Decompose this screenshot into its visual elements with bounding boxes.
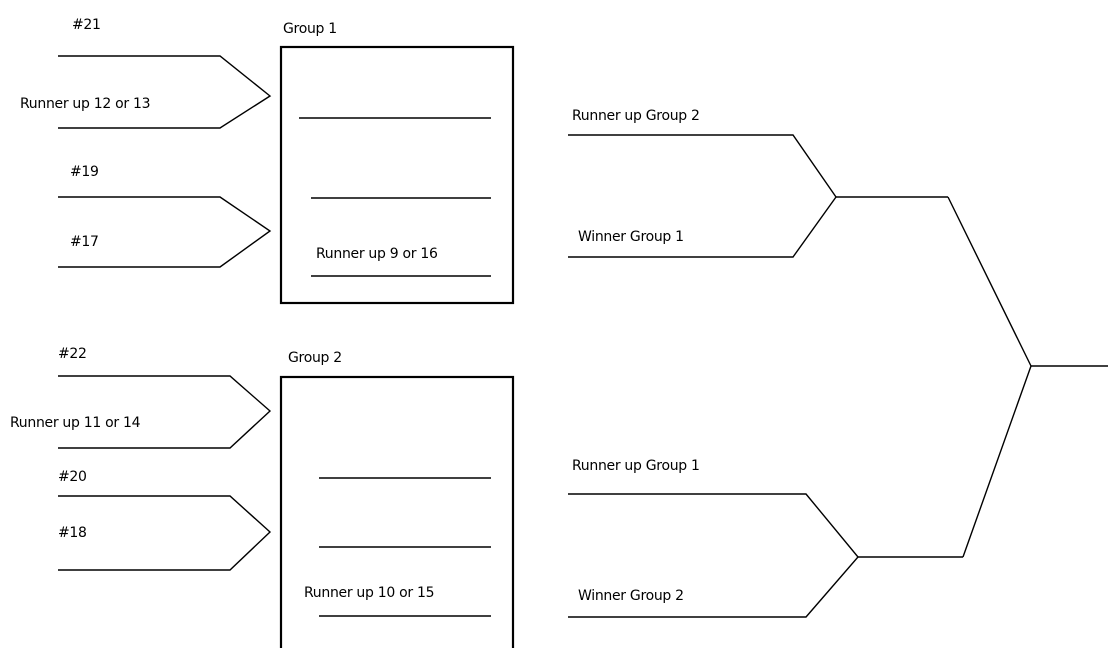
group1-title: Group 1 <box>283 21 337 37</box>
group2-box <box>281 377 513 648</box>
group2-entry-bracket-bottom <box>58 496 270 570</box>
seed-17-label: #17 <box>70 234 99 250</box>
runner-up-9-16-label: Runner up 9 or 16 <box>316 246 438 262</box>
group1-entry-bracket-top <box>58 56 270 128</box>
winner-group1-label: Winner Group 1 <box>578 229 684 245</box>
runner-up-10-15-label: Runner up 10 or 15 <box>304 585 435 601</box>
winner-group2-label: Winner Group 2 <box>578 588 684 604</box>
final-bracket <box>948 197 1108 557</box>
group2-entry-bracket-top <box>58 376 270 448</box>
runner-up-11-14-label: Runner up 11 or 14 <box>10 415 141 431</box>
runner-up-group1-label: Runner up Group 1 <box>572 458 700 474</box>
seed-20-label: #20 <box>58 469 87 485</box>
seed-18-label: #18 <box>58 525 87 541</box>
runner-up-12-13-label: Runner up 12 or 13 <box>20 96 151 112</box>
seed-21-label: #21 <box>72 17 101 33</box>
group1-entry-bracket-bottom <box>58 197 270 267</box>
group2-title: Group 2 <box>288 350 342 366</box>
runner-up-group2-label: Runner up Group 2 <box>572 108 700 124</box>
group1-box <box>281 47 513 303</box>
seed-22-label: #22 <box>58 346 87 362</box>
seed-19-label: #19 <box>70 164 99 180</box>
